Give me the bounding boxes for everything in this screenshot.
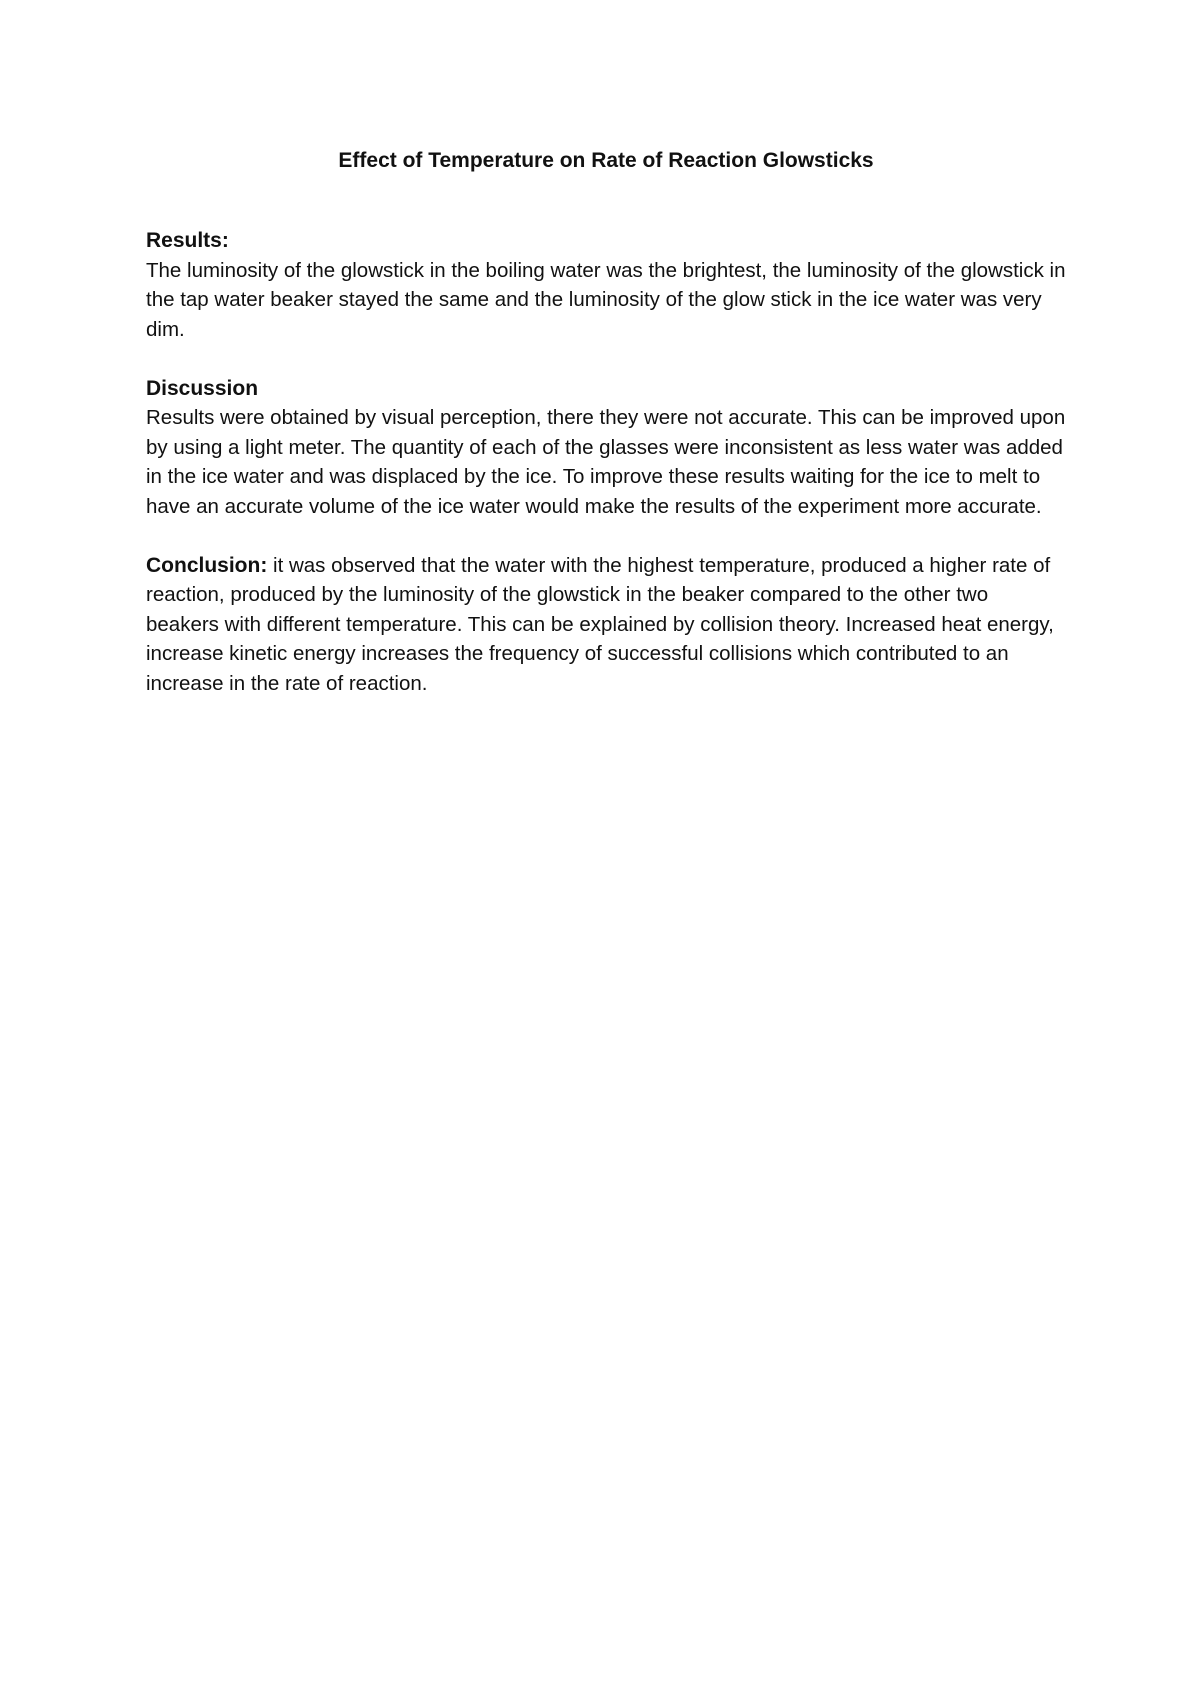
results-heading: Results: [146,229,229,252]
document-body [146,146,1066,728]
conclusion-section [146,551,1066,699]
discussion-heading: Discussion [146,376,259,400]
discussion-text: Results were obtained by visual perception, there they were not accurate. This can be improved upon by using a light meter. The quantity of each of the glasses were inconsistent as less water was added in the ice water and was displaced by the ice. To improve these results waiting for the ice to melt to have an accurate volume of the ice water would make the results of the experiment more accurate. [146,406,1066,518]
results-section [146,226,1066,344]
conclusion-paragraph [146,551,1066,699]
discussion-section [146,374,1066,522]
conclusion-text: it was observed that the water with the highest temperature, produced a higher rate of reaction, produced by the luminosity of the glowstick in the beaker compared to the other two beakers with different temperature. This can be explained by collision theory. Increased heat energy, increase kinetic energy increases the frequency of successful collisions which contributed to an increase in the rate of reaction. [146,553,1054,695]
conclusion-heading: Conclusion: [146,553,268,577]
results-text: The luminosity of the glowstick in the boiling water was the brightest, the luminosity of the glowstick in the tap water beaker stayed the same and the luminosity of the glow stick in the ice water was very dim. [146,258,1066,341]
document-title: Effect of Temperature on Rate of Reaction Glowsticks [338,149,874,172]
